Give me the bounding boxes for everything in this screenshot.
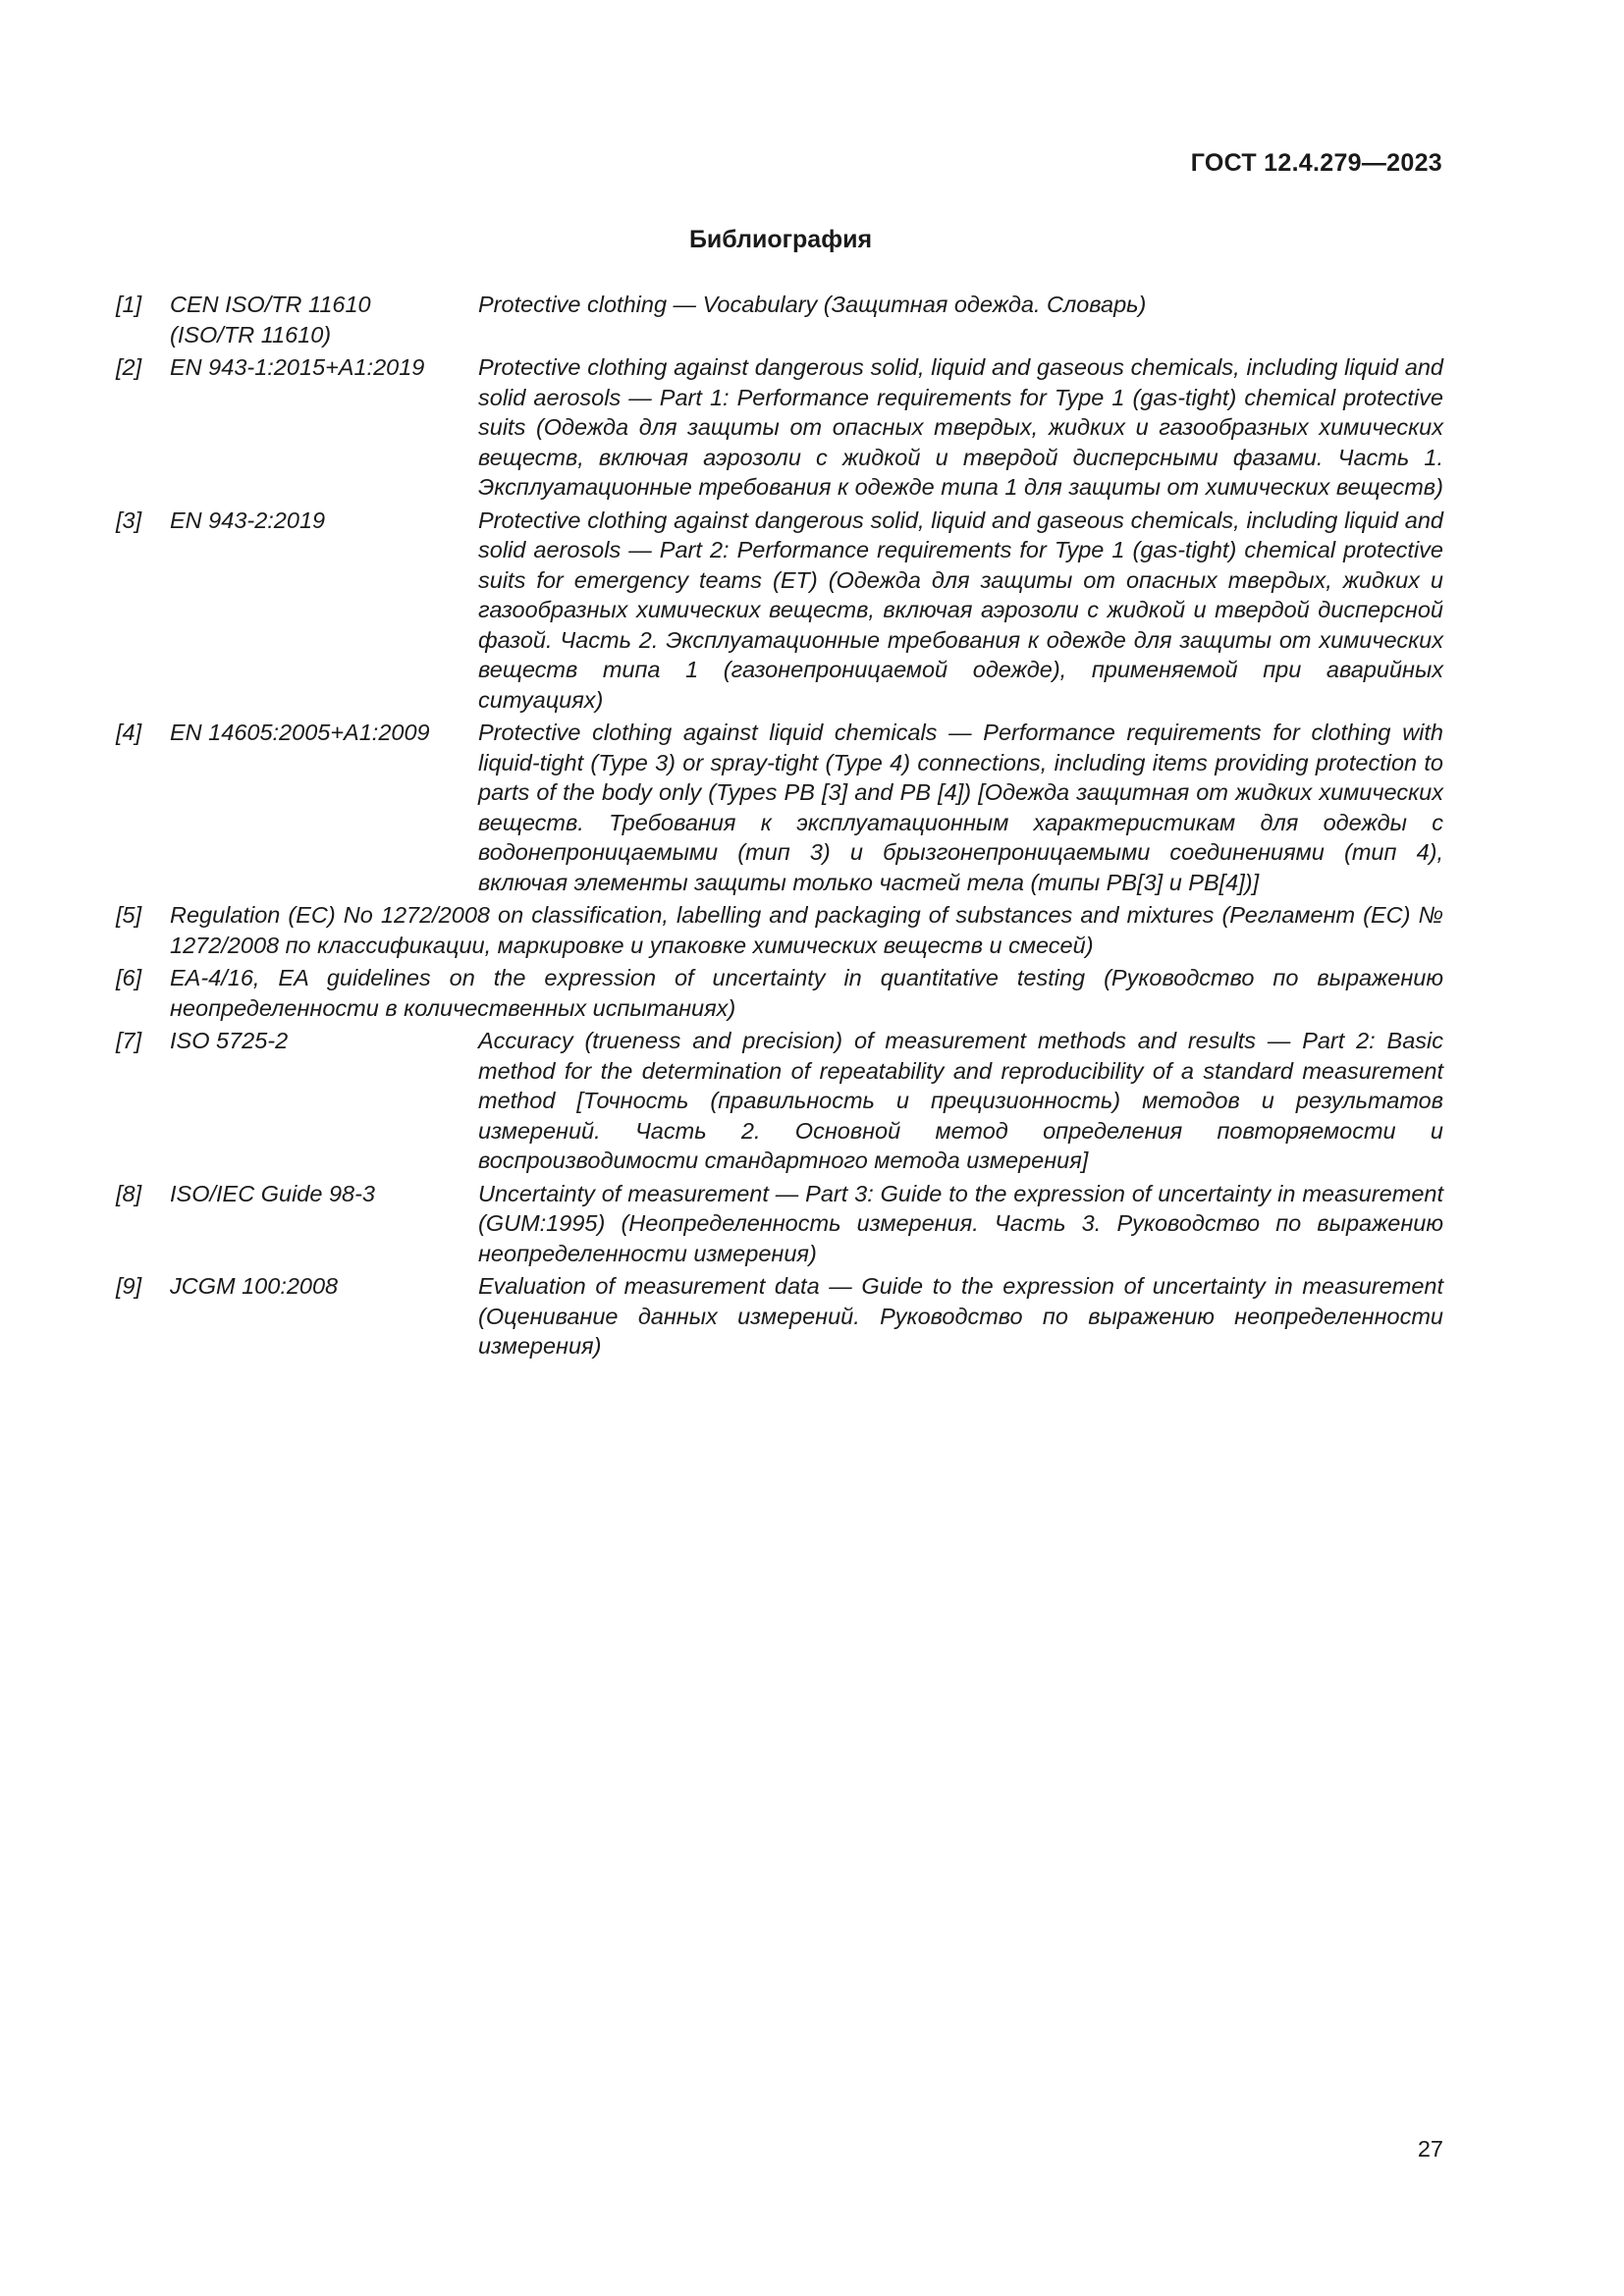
entry-code: EN 943-1:2015+A1:2019: [170, 354, 425, 380]
entry-code: ISO/IEC Guide 98-3: [170, 1180, 375, 1206]
entry-description: Protective clothing against dangerous solid, liquid and gaseous chemicals, including liquid and solid aerosols — Part 2: Performance requirements for Type 1 (gas-tight) chemical protective suits for emergency teams (ET) (Одежда для защиты от опасных твердых, жидких и газообразных химических веществ, включая аэрозоли с жидкой и твердой дисперсной фазой. Часть 2. Эксплуатационные требования к одежде для защиты от химических веществ типа 1 (газонепроницаемой одежде), применяемой при аварийных ситуациях): [478, 507, 1443, 713]
entry-code: EN 943-2:2019: [170, 507, 326, 533]
bibliography-list: [116, 290, 1443, 1364]
entry-description: Uncertainty of measurement — Part 3: Guide to the expression of uncertainty in measurement (GUM:1995) (Неопределенность измерения. Часть 3. Руководство по выражению неопределенности измерения): [478, 1180, 1443, 1266]
page-number: 27: [1417, 2136, 1443, 2162]
entry-full-text: Regulation (EC) No 1272/2008 on classification, labelling and packaging of substances and mixtures (Регламент (ЕС) № 1272/2008 по классификации, маркировке и упаковке химических веществ и смесей): [170, 902, 1443, 958]
entry-number: [6]: [116, 965, 142, 990]
entry-number: [2]: [116, 354, 142, 380]
entry-code: JCGM 100:2008: [170, 1273, 339, 1299]
bibliography-entry-8: [116, 1179, 1443, 1269]
entry-code-main: CEN ISO/TR 11610: [170, 292, 371, 317]
entry-code: [170, 290, 478, 349]
entry-description: Protective clothing against liquid chemicals — Performance requirements for clothing with liquid-tight (Type 3) or spray-tight (Type 4) connections, including items providing protection to parts of the body only (Types PB [3] and PB [4]) [Одежда защитная от жидких химических веществ. Требования к эксплуатационным характеристикам для одежды с водонепроницаемыми (тип 3) и брызгонепроницаемыми соединениями (тип 4), включая элементы защиты только частей тела (типы PB[3] и PB[4])]: [478, 720, 1443, 895]
entry-number: [5]: [116, 902, 142, 928]
entry-number: [7]: [116, 1028, 142, 1053]
entry-number: [8]: [116, 1180, 142, 1206]
entry-number: [9]: [116, 1273, 142, 1299]
entry-description: Protective clothing against dangerous solid, liquid and gaseous chemicals, including liquid and solid aerosols — Part 1: Performance requirements for Type 1 (gas-tight) chemical protective suits (Одежда для защиты от опасных твердых, жидких и газообразных химических веществ, включая аэрозоли с жидкой и твердой дисперсными фазами. Часть 1. Эксплуатационные требования к одежде типа 1 для защиты от химических веществ): [478, 354, 1443, 500]
entry-code: ISO 5725-2: [170, 1028, 289, 1053]
entry-description: Protective clothing — Vocabulary (Защитная одежда. Словарь): [478, 292, 1147, 317]
bibliography-entry-3: [116, 506, 1443, 716]
entry-number: [3]: [116, 507, 142, 533]
bibliography-entry-1: [116, 290, 1443, 349]
entry-code-sub: (ISO/TR 11610): [170, 321, 332, 347]
bibliography-entry-5: [116, 900, 1443, 960]
entry-description: Evaluation of measurement data — Guide to the expression of uncertainty in measurement (Оценивание данных измерений. Руководство по выражению неопределенности измерения): [478, 1273, 1443, 1359]
page-title: Библиография: [688, 226, 873, 253]
entry-number: [1]: [116, 292, 142, 317]
entry-code: EN 14605:2005+A1:2009: [170, 720, 430, 745]
standard-code: ГОСТ 12.4.279—2023: [1190, 149, 1442, 177]
bibliography-entry-2: [116, 352, 1443, 503]
bibliography-entry-7: [116, 1026, 1443, 1176]
entry-full-text: EA-4/16, EA guidelines on the expression of uncertainty in quantitative testing (Руководство по выражению неопределенности в количественных испытаниях): [170, 965, 1443, 1021]
entry-description: Accuracy (trueness and precision) of measurement methods and results — Part 2: Basic method for the determination of repeatability and reproducibility of a standard measurement method [Точность (правильность и прецизионность) методов и результатов измерений. Часть 2. Основной метод определения повторяемости и воспроизводимости стандартного метода измерения]: [478, 1028, 1443, 1173]
bibliography-entry-6: [116, 963, 1443, 1023]
bibliography-entry-4: [116, 718, 1443, 897]
bibliography-entry-9: [116, 1271, 1443, 1362]
entry-number: [4]: [116, 720, 142, 745]
